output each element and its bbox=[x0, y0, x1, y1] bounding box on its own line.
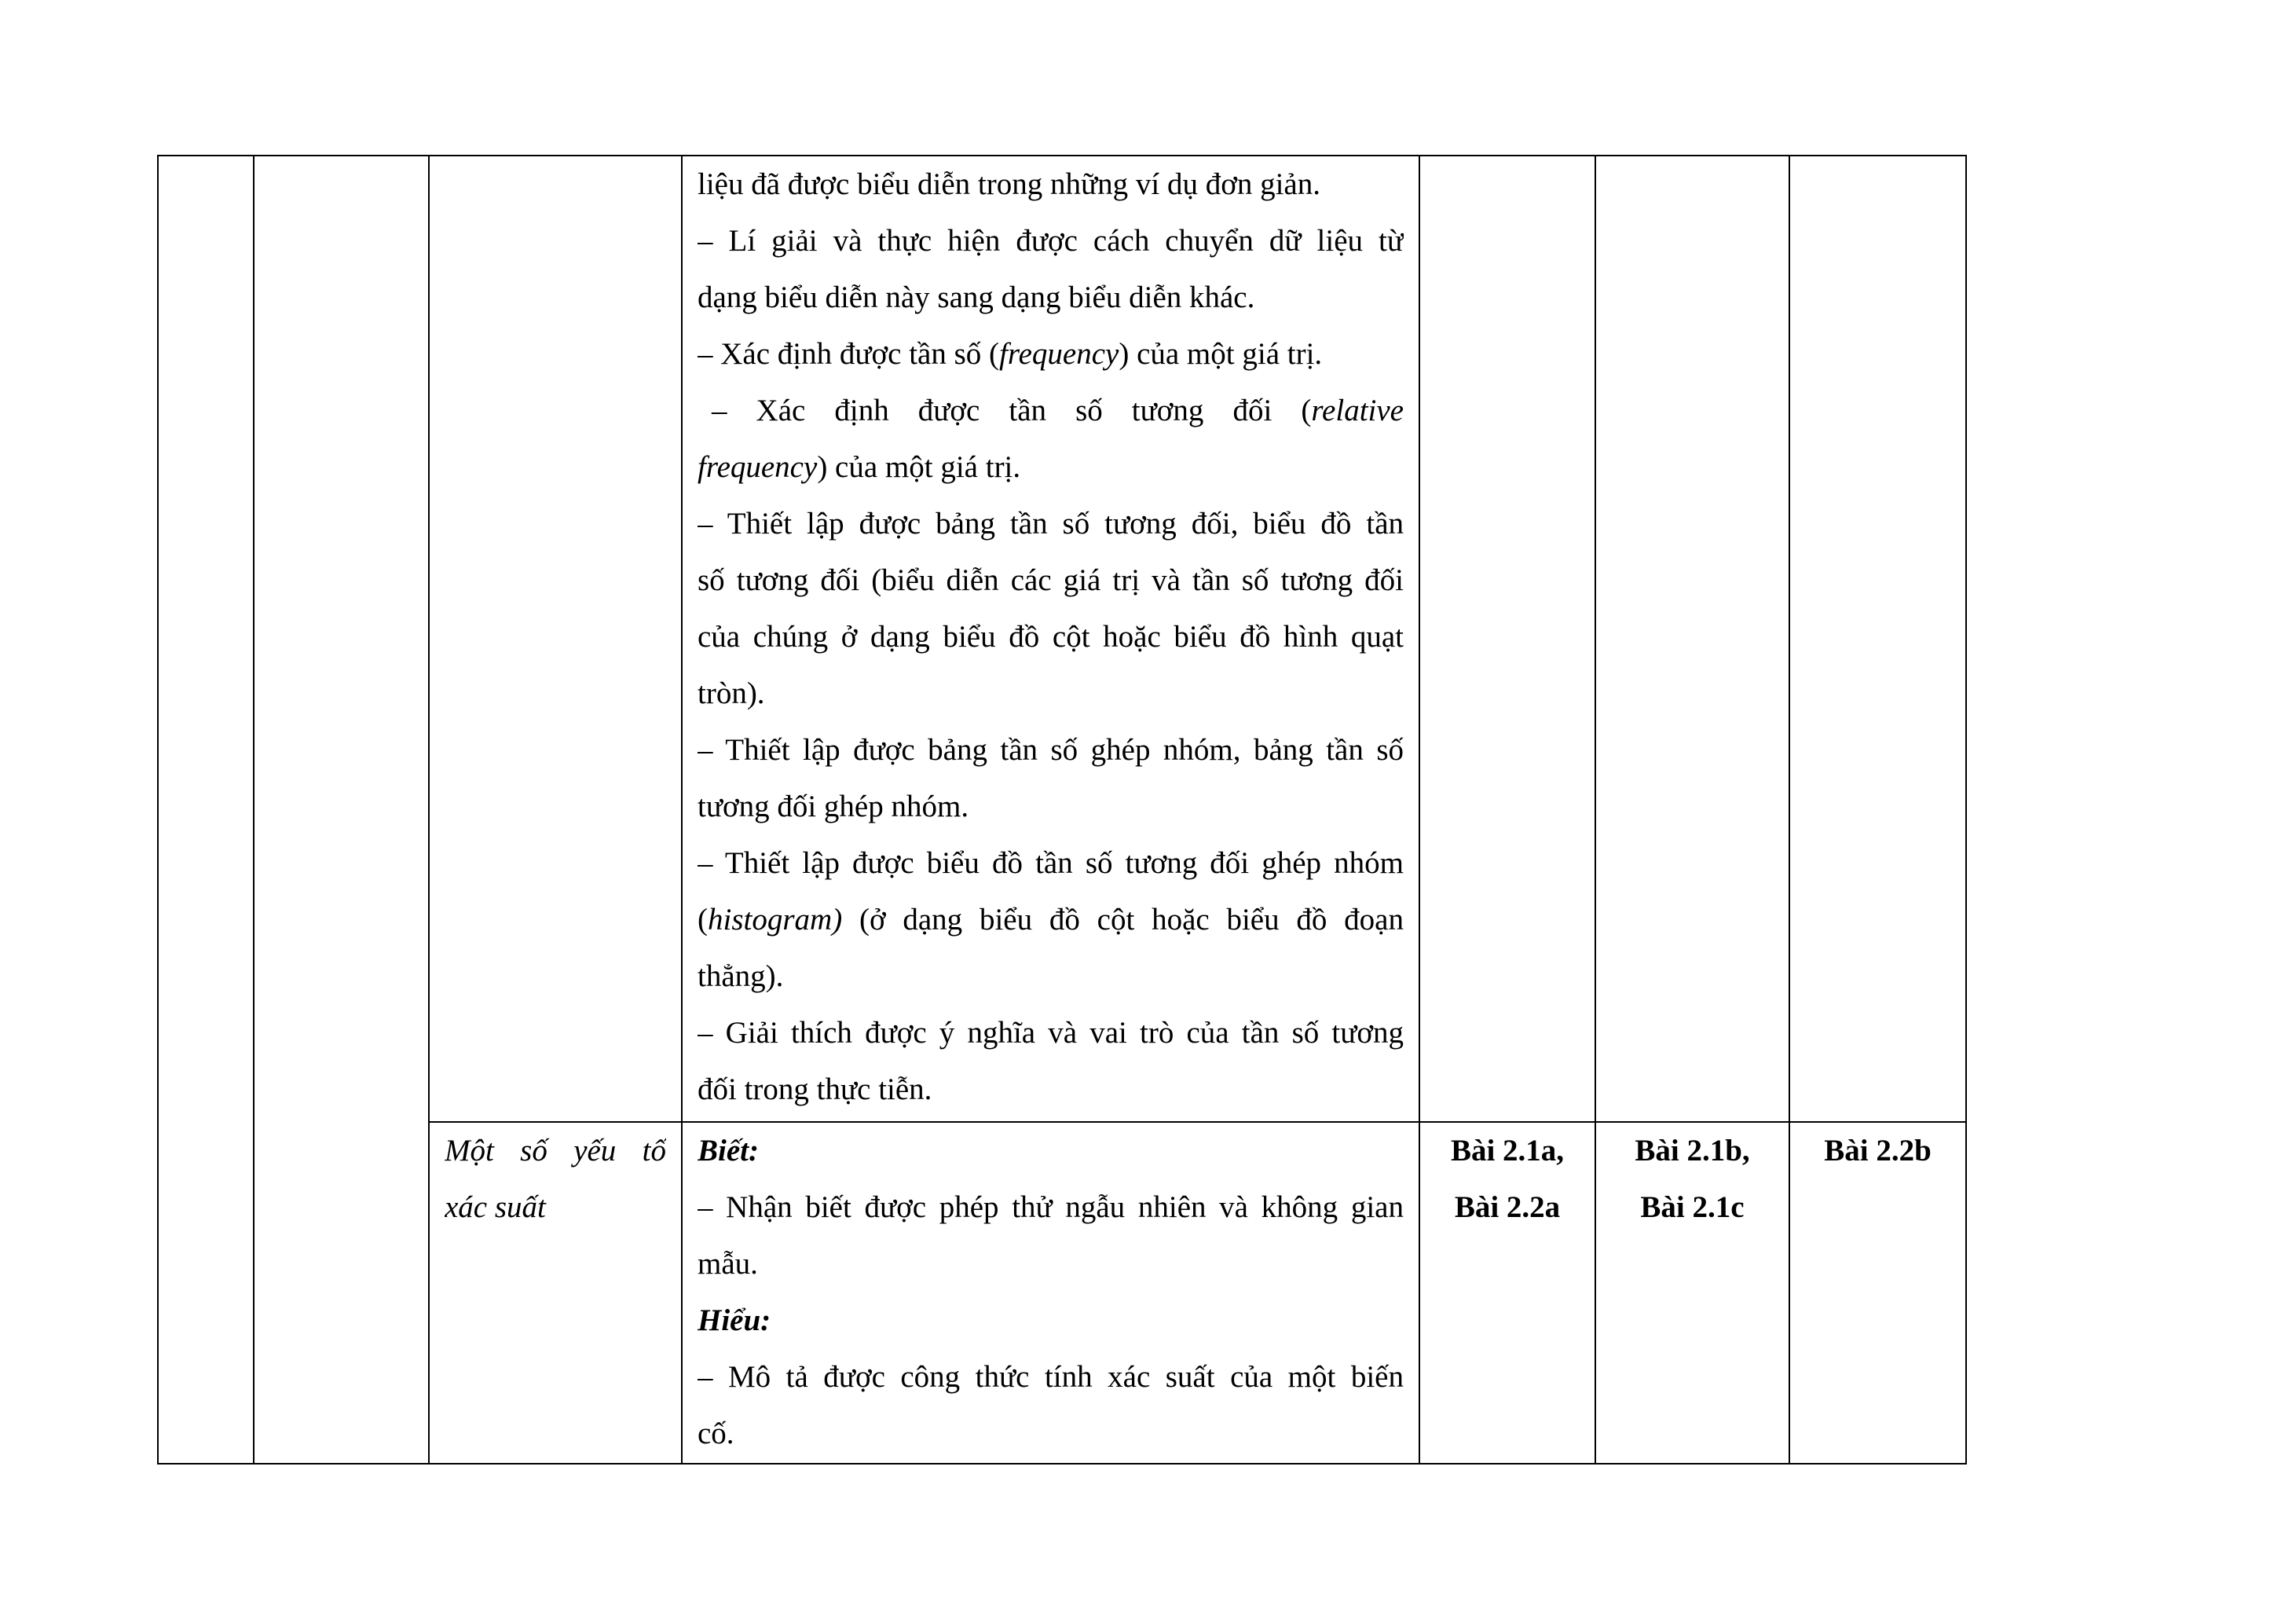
table-cell-level-3 bbox=[1789, 156, 1966, 1122]
text-run: – Thiết lập được biểu đồ tần số tương đối ghép nhóm bbox=[698, 846, 1404, 880]
requirements-text bbox=[683, 1123, 1419, 1462]
text-line bbox=[698, 1406, 1404, 1462]
text-run: ) của một giá trị. bbox=[817, 450, 1021, 484]
exercise-label: Bài 2.2a bbox=[1454, 1190, 1561, 1224]
table-cell-level-1 bbox=[1419, 1122, 1595, 1464]
text-line bbox=[698, 1236, 1404, 1292]
text-line bbox=[698, 213, 1404, 269]
topic-text bbox=[430, 1123, 681, 1236]
exercise-label: Bài 2.2b bbox=[1824, 1134, 1932, 1168]
text-run: số tương đối (biểu diễn các giá trị và tần số tương đối bbox=[698, 563, 1404, 597]
exercise-label: Bài 2.1b, bbox=[1635, 1134, 1750, 1168]
text-run: – Xác định được tần số tương đối ( bbox=[712, 394, 1312, 427]
text-run: mẫu. bbox=[698, 1247, 758, 1281]
table-cell-requirements bbox=[682, 156, 1419, 1122]
text-line bbox=[698, 1123, 1404, 1179]
table-cell-level-3 bbox=[1789, 1122, 1966, 1464]
topic-line: xác suất bbox=[445, 1190, 546, 1224]
exercise-ref bbox=[1420, 1123, 1595, 1236]
text-run: – Lí giải và thực hiện được cách chuyển dữ liệu từ bbox=[698, 224, 1404, 258]
exercise-label: Bài 2.1a, bbox=[1450, 1134, 1565, 1168]
text-run: (ở dạng biểu đồ cột hoặc biểu đồ đoạn bbox=[842, 903, 1404, 937]
text-line bbox=[698, 496, 1404, 552]
text-run: – Nhận biết được phép thử ngẫu nhiên và không gian bbox=[698, 1190, 1404, 1224]
table-cell-requirements bbox=[682, 1122, 1419, 1464]
text-run: ( bbox=[698, 903, 708, 937]
table-cell-index bbox=[158, 156, 254, 1464]
text-run: của chúng ở dạng biểu đồ cột hoặc biểu đồ hình quạt bbox=[698, 620, 1404, 654]
text-line bbox=[698, 1179, 1404, 1236]
table-row bbox=[158, 156, 1966, 1122]
table-cell-level-2 bbox=[1595, 1122, 1789, 1464]
text-line bbox=[698, 779, 1404, 835]
text-line bbox=[698, 835, 1404, 892]
text-run: đối trong thực tiễn. bbox=[698, 1072, 932, 1106]
text-run: – Mô tả được công thức tính xác suất của một biến bbox=[698, 1360, 1404, 1394]
text-line bbox=[698, 722, 1404, 779]
exercise-ref bbox=[1790, 1123, 1965, 1179]
text-line bbox=[698, 1061, 1404, 1118]
section-heading: Hiểu: bbox=[698, 1303, 771, 1337]
exercise-label: Bài 2.1c bbox=[1640, 1190, 1745, 1224]
text-line bbox=[698, 326, 1404, 383]
text-line bbox=[698, 665, 1404, 722]
text-run: – Thiết lập được bảng tần số tương đối, biểu đồ tần bbox=[698, 507, 1404, 541]
text-line bbox=[698, 1349, 1404, 1406]
text-run: tương đối ghép nhóm. bbox=[698, 790, 969, 823]
text-line bbox=[698, 1005, 1404, 1061]
text-line bbox=[698, 552, 1404, 609]
table-cell-level-1 bbox=[1419, 156, 1595, 1122]
topic-line: Một số yếu tố bbox=[445, 1134, 666, 1168]
table-cell-topic bbox=[429, 1122, 682, 1464]
section-heading: Biết: bbox=[698, 1134, 759, 1168]
text-run: liệu đã được biểu diễn trong những ví dụ đơn giản. bbox=[698, 167, 1320, 201]
text-run: – Giải thích được ý nghĩa và vai trò của tần số tương bbox=[698, 1016, 1404, 1050]
exercise-ref bbox=[1596, 1123, 1789, 1236]
text-line bbox=[698, 1292, 1404, 1349]
curriculum-table bbox=[157, 155, 1967, 1465]
text-line bbox=[698, 948, 1404, 1005]
text-run: relative bbox=[1311, 394, 1404, 427]
text-run: tròn). bbox=[698, 676, 765, 710]
text-run: – Xác định được tần số ( bbox=[698, 337, 1000, 371]
text-line bbox=[698, 383, 1404, 439]
table-cell-topic bbox=[429, 156, 682, 1122]
text-line bbox=[698, 156, 1404, 213]
text-run: – Thiết lập được bảng tần số ghép nhóm, bảng tần số bbox=[698, 733, 1404, 767]
text-line bbox=[698, 269, 1404, 326]
text-run: frequency bbox=[999, 337, 1119, 371]
text-line bbox=[698, 439, 1404, 496]
text-run: cố. bbox=[698, 1417, 734, 1450]
text-line bbox=[698, 892, 1404, 948]
requirements-text bbox=[683, 156, 1419, 1118]
text-run: ) của một giá trị. bbox=[1119, 337, 1323, 371]
table-row bbox=[158, 1122, 1966, 1464]
text-run: dạng biểu diễn này sang dạng biểu diễn khác. bbox=[698, 280, 1255, 314]
table-cell-chapter bbox=[254, 156, 429, 1464]
text-line bbox=[698, 609, 1404, 665]
table-cell-level-2 bbox=[1595, 156, 1789, 1122]
text-run: frequency bbox=[698, 450, 818, 484]
text-run: thẳng). bbox=[698, 959, 784, 993]
text-run: histogram) bbox=[708, 903, 843, 937]
